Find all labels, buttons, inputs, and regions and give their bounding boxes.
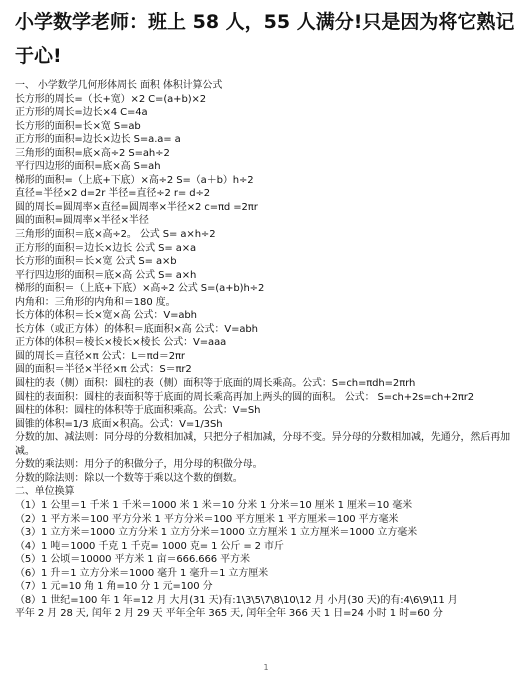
text-line: （8）1 世纪=100 年 1 年=12 月 大月(31 天)有:1\3\5\7\8\10\12 月 小月(30 天)的有:4\6\9\11 月 [15, 594, 458, 606]
text-line: （1）1 公里＝1 千米 1 千米＝1000 米 1 米＝10 分米 1 分米＝10 厘米 1 厘米＝10 毫米 [15, 499, 413, 511]
text-line: 圆柱的体积：圆柱的体积等于底面积乘高。公式：V=Sh [15, 405, 261, 417]
text-line: 长方形的面积＝长×宽 公式 S= a×b [15, 256, 177, 268]
text-line: 平行四边形的面积=底×高 S=ah [15, 161, 161, 173]
text-line: （6）1 升＝1 立方分米＝1000 毫升 1 毫升＝1 立方厘米 [15, 567, 269, 579]
text-line: 圆的周长＝直径×π 公式：L＝πd＝2πr [15, 350, 185, 362]
text-line: 分数的乘法则：用分子的积做分子，用分母的积做分母。 [15, 459, 263, 471]
text-line: 分数的除法则：除以一个数等于乘以这个数的倒数。 [15, 472, 243, 484]
text-line: （4）1 吨＝1000 千克 1 千克= 1000 克= 1 公斤 = 2 市斤 [15, 540, 284, 552]
text-line: 长方形的周长=（长+宽）×2 C=(a+b)×2 [15, 93, 207, 105]
text-line: 分数的加、减法则：同分母的分数相加减，只把分子相加减，分母不变。异分母的分数相加减，先通分，然后再加减。 [15, 432, 510, 457]
text-line: 圆的周长=圆周率×直径=圆周率×半径×2 c=πd =2πr [15, 201, 258, 213]
text-line: 一、 小学数学几何形体周长 面积 体积计算公式 [15, 80, 223, 91]
text-line: 二、单位换算 [15, 486, 75, 498]
text-line: 圆锥的体积=1/3 底面×积高。公式：V=1/3Sh [15, 418, 223, 430]
text-line: 直径=半径×2 d=2r 半径=直径÷2 r= d÷2 [15, 188, 211, 200]
text-line: 圆的面积=圆周率×半径×半径 [15, 215, 149, 227]
article-title: 小学数学老师：班上 58 人，55 人满分!只是因为将它熟记于心! [15, 11, 515, 67]
text-line: 长方体（或正方体）的体积＝底面积×高 公式：V=abh [15, 323, 258, 335]
text-line: 梯形的面积＝（上底+下底）×高÷2 公式 S=(a+b)h÷2 [15, 283, 265, 295]
text-line: 正方形的面积=边长×边长 S=a.a= a [15, 134, 181, 146]
text-line: （3）1 立方米＝1000 立方分米 1 立方分米＝1000 立方厘米 1 立方厘米＝1000 立方毫米 [15, 527, 418, 539]
text-line: 三角形的面积＝底×高÷2。 公式 S= a×h÷2 [15, 229, 216, 241]
text-line: 长方体的体积＝长×宽×高 公式：V=abh [15, 310, 197, 322]
text-line: 平年 2 月 28 天, 闰年 2 月 29 天 平年全年 365 天, 闰年全年 366 天 1 日=24 小时 1 时=60 分 [15, 608, 443, 620]
text-line: 内角和：三角形的内角和＝180 度。 [15, 296, 176, 308]
text-line: 圆柱的表面积：圆柱的表面积等于底面的周长乘高再加上两头的圆的面积。 公式： S=ch+2s=ch+2πr2 [15, 391, 475, 403]
text-line: 梯形的面积=（上底+下底）×高÷2 S=（a＋b）h÷2 [15, 174, 254, 186]
page-number: 1 [263, 663, 269, 672]
text-line: 正方体的体积＝棱长×棱长×棱长 公式：V=aaa [15, 337, 227, 349]
text-line: （5）1 公顷＝10000 平方米 1 亩＝666.666 平方米 [15, 554, 250, 566]
text-line: （7）1 元=10 角 1 角=10 分 1 元=100 分 [15, 581, 213, 593]
text-line: （2）1 平方米＝100 平方分米 1 平方分米＝100 平方厘米 1 平方厘米＝100 平方毫米 [15, 513, 399, 525]
text-line: 三角形的面积=底×高÷2 S=ah÷2 [15, 147, 170, 159]
text-line: 圆的面积＝半径×半径×π 公式：S＝πr2 [15, 364, 192, 376]
text-line: 正方形的周长=边长×4 C=4a [15, 107, 148, 119]
text-line: 长方形的面积=长×宽 S=ab [15, 120, 141, 132]
text-line: 正方形的面积＝边长×边长 公式 S= a×a [15, 242, 197, 254]
text-line: 平行四边形的面积＝底×高 公式 S= a×h [15, 269, 197, 281]
formula-list [15, 79, 529, 621]
text-line: 圆柱的表（侧）面积：圆柱的表（侧）面积等于底面的周长乘高。公式：S=ch=πdh=2πrh [15, 378, 416, 390]
